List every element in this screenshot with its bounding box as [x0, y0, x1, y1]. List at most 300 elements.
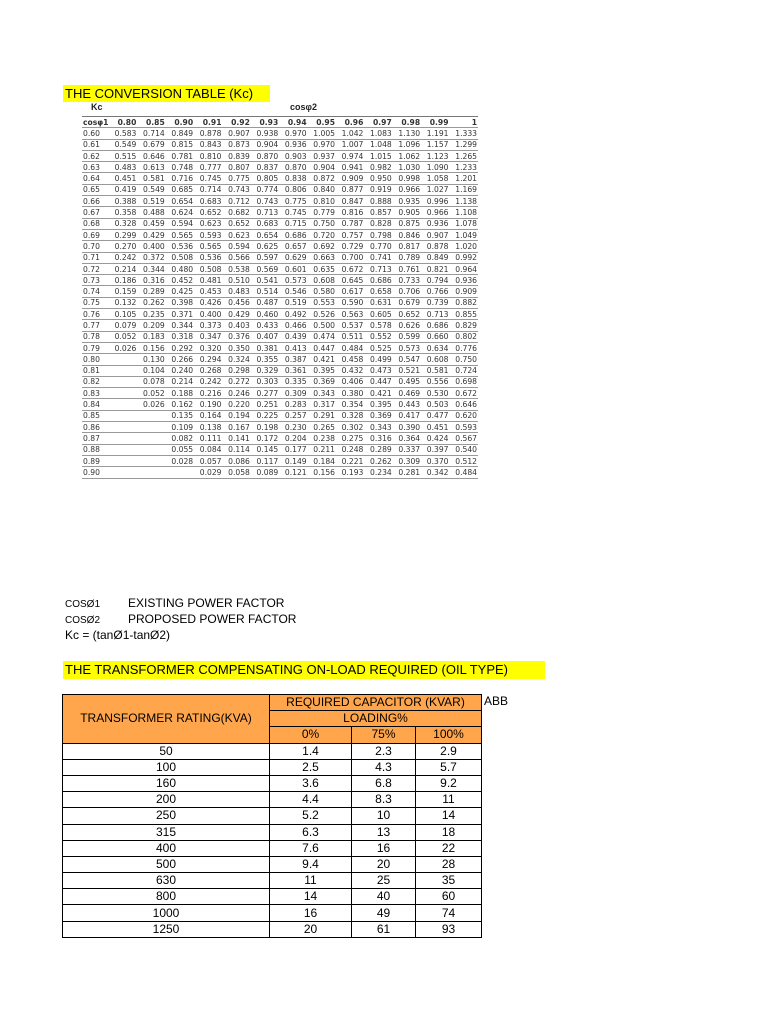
- table-cell: 0.291: [308, 410, 336, 421]
- table-row: [63, 743, 482, 759]
- table-cell: 0.745: [194, 173, 222, 184]
- table-cell: 0.733: [393, 275, 421, 286]
- table-cell: 0.608: [308, 275, 336, 286]
- table-cell: 0.594: [166, 218, 194, 229]
- kc-formula: Kc = (tanØ1-tanØ2): [65, 628, 171, 642]
- header-cos-phi1: cosφ1: [83, 117, 109, 127]
- table-cell: 0.209: [137, 320, 165, 331]
- table-cell: 0.777: [194, 162, 222, 173]
- table-cell: 0.816: [336, 207, 364, 218]
- capacitor-cell: 14: [416, 808, 482, 824]
- table-cell: 0.774: [251, 184, 279, 195]
- table-cell: 0.750: [450, 354, 479, 365]
- table-cell: 0.503: [421, 399, 449, 410]
- table-cell: 0.652: [194, 207, 222, 218]
- rating-cell: 100: [63, 759, 270, 775]
- table-cell: 0.855: [450, 309, 479, 320]
- capacitor-cell: 2.3: [352, 743, 416, 759]
- table-cell: 0.343: [308, 388, 336, 399]
- column-header: 1: [450, 117, 479, 128]
- row-label: 0.76: [82, 309, 109, 320]
- table-cell: 0.714: [137, 128, 165, 139]
- capacitor-cell: 4.3: [352, 759, 416, 775]
- table-row: [82, 365, 478, 376]
- table-row: [82, 354, 478, 365]
- table-cell: 0.712: [223, 196, 251, 207]
- table-cell: 0.761: [393, 263, 421, 274]
- table-cell: 0.590: [336, 297, 364, 308]
- table-cell: 0.846: [393, 229, 421, 240]
- table-cell: 1.030: [393, 162, 421, 173]
- column-header: 0.95: [308, 117, 336, 128]
- table-cell: 0.817: [393, 241, 421, 252]
- table-cell: 0.840: [308, 184, 336, 195]
- table-cell: 0.052: [109, 331, 137, 342]
- table-cell: 0.909: [450, 286, 479, 297]
- table-cell: 0.298: [223, 365, 251, 376]
- capacitor-cell: 11: [270, 873, 352, 889]
- table-row: [82, 342, 478, 353]
- table-cell: 0.663: [308, 252, 336, 263]
- table-row: [63, 840, 482, 856]
- table-cell: 0.481: [194, 275, 222, 286]
- table-cell: 0.242: [109, 252, 137, 263]
- table-row: [63, 775, 482, 791]
- table-cell: 0.741: [364, 252, 392, 263]
- table-row: [63, 792, 482, 808]
- table-row: [82, 399, 478, 410]
- table-cell: 0.581: [421, 365, 449, 376]
- capacitor-cell: 8.3: [352, 792, 416, 808]
- table-cell: 0.510: [223, 275, 251, 286]
- table-cell: 0.335: [279, 376, 307, 387]
- table-cell: 0.057: [194, 455, 222, 466]
- table-cell: 0.303: [251, 376, 279, 387]
- table-cell: 0.683: [194, 196, 222, 207]
- row-label: 0.87: [82, 433, 109, 444]
- table-cell: 0.406: [336, 376, 364, 387]
- table-cell: 1.333: [450, 128, 479, 139]
- row-label: 0.82: [82, 376, 109, 387]
- table-cell: 0.794: [421, 275, 449, 286]
- table-cell: 0.715: [279, 218, 307, 229]
- table-cell: 0.369: [308, 376, 336, 387]
- table-cell: 0.214: [166, 376, 194, 387]
- table-cell: 0.289: [364, 444, 392, 455]
- table-cell: 0.757: [336, 229, 364, 240]
- table-cell: 0.400: [194, 309, 222, 320]
- table-cell: [137, 455, 165, 466]
- table-cell: 0.578: [364, 320, 392, 331]
- capacitor-cell: 16: [352, 840, 416, 856]
- capacitor-cell: 1.4: [270, 743, 352, 759]
- table-row: [82, 297, 478, 308]
- table-cell: 0.713: [421, 309, 449, 320]
- table-cell: 0.645: [336, 275, 364, 286]
- table-cell: 0.843: [194, 139, 222, 150]
- table-cell: 0.373: [194, 320, 222, 331]
- table-cell: 1.027: [421, 184, 449, 195]
- table-cell: 0.251: [251, 399, 279, 410]
- table-cell: 0.870: [251, 150, 279, 161]
- table-cell: 0.484: [450, 467, 479, 478]
- table-cell: 0.484: [336, 342, 364, 353]
- table-cell: 0.141: [223, 433, 251, 444]
- table-cell: 0.421: [308, 354, 336, 365]
- transformer-table-title: THE TRANSFORMER COMPENSATING ON-LOAD REQUIRED (OIL TYPE): [63, 661, 545, 679]
- table-cell: 0.458: [336, 354, 364, 365]
- table-cell: 0.849: [421, 252, 449, 263]
- table-cell: 0.376: [223, 331, 251, 342]
- table-cell: 0.488: [137, 207, 165, 218]
- row-label: 0.63: [82, 162, 109, 173]
- table-cell: 0.268: [194, 365, 222, 376]
- table-cell: 0.309: [393, 455, 421, 466]
- table-row: [82, 162, 478, 173]
- legend-text: EXISTING POWER FACTOR: [128, 596, 285, 610]
- table-cell: 0.078: [137, 376, 165, 387]
- table-cell: 0.556: [421, 376, 449, 387]
- table-cell: 0.292: [166, 342, 194, 353]
- table-cell: 1.265: [450, 150, 479, 161]
- table-cell: 0.318: [166, 331, 194, 342]
- table-cell: 0.426: [194, 297, 222, 308]
- table-cell: 0.519: [279, 297, 307, 308]
- table-cell: 0.540: [450, 444, 479, 455]
- table-cell: 0.549: [109, 139, 137, 150]
- table-cell: 0.086: [223, 455, 251, 466]
- table-cell: 0.469: [393, 388, 421, 399]
- table-cell: 1.083: [364, 128, 392, 139]
- row-label: 0.90: [82, 467, 109, 478]
- table-cell: 0.172: [251, 433, 279, 444]
- table-cell: 0.521: [393, 365, 421, 376]
- table-cell: 0.058: [223, 467, 251, 478]
- table-cell: 0.390: [393, 422, 421, 433]
- table-cell: 0.190: [194, 399, 222, 410]
- table-cell: 0.397: [421, 444, 449, 455]
- row-label: 0.67: [82, 207, 109, 218]
- column-header: 0.80: [109, 117, 137, 128]
- table-cell: 0.082: [166, 433, 194, 444]
- table-cell: 0.605: [364, 309, 392, 320]
- table-cell: 0.328: [109, 218, 137, 229]
- table-cell: 0.225: [251, 410, 279, 421]
- table-cell: 0.316: [137, 275, 165, 286]
- capacitor-cell: 61: [352, 921, 416, 937]
- table-cell: 0.400: [137, 241, 165, 252]
- table-row: [63, 921, 482, 937]
- table-cell: 0.580: [308, 286, 336, 297]
- table-cell: 0.277: [251, 388, 279, 399]
- table-cell: 0.424: [421, 433, 449, 444]
- table-cell: 0.466: [279, 320, 307, 331]
- conversion-table-title: THE CONVERSION TABLE (Kc): [63, 85, 270, 102]
- table-cell: [137, 467, 165, 478]
- table-cell: 0.775: [279, 196, 307, 207]
- table-cell: 0.477: [421, 410, 449, 421]
- row-label: 0.80: [82, 354, 109, 365]
- table-cell: 0.188: [166, 388, 194, 399]
- conversion-header-row: [82, 117, 478, 128]
- table-cell: 0.395: [308, 365, 336, 376]
- table-cell: [109, 444, 137, 455]
- capacitor-cell: 16: [270, 905, 352, 921]
- table-cell: 0.328: [336, 410, 364, 421]
- row-label: 0.65: [82, 184, 109, 195]
- table-cell: 0.344: [137, 263, 165, 274]
- table-cell: 0.839: [223, 150, 251, 161]
- table-cell: 0.631: [364, 297, 392, 308]
- table-cell: [137, 433, 165, 444]
- table-cell: 0.679: [137, 139, 165, 150]
- table-cell: 1.015: [364, 150, 392, 161]
- table-cell: 0.302: [336, 422, 364, 433]
- table-cell: 0.159: [109, 286, 137, 297]
- table-cell: 0.706: [393, 286, 421, 297]
- conversion-table: [82, 116, 478, 479]
- table-cell: 0.371: [166, 309, 194, 320]
- table-cell: 0.459: [137, 218, 165, 229]
- capacitor-cell: 22: [416, 840, 482, 856]
- table-cell: 0.429: [137, 229, 165, 240]
- table-cell: 0.838: [279, 173, 307, 184]
- table-cell: 0.135: [166, 410, 194, 421]
- table-cell: 1.078: [450, 218, 479, 229]
- table-row: [63, 905, 482, 921]
- table-cell: 1.062: [393, 150, 421, 161]
- table-cell: 0.888: [364, 196, 392, 207]
- transformer-table: [62, 694, 482, 938]
- table-cell: 0.536: [166, 241, 194, 252]
- table-cell: 0.262: [137, 297, 165, 308]
- table-cell: 0.878: [421, 241, 449, 252]
- row-label: 0.83: [82, 388, 109, 399]
- table-cell: 0.635: [308, 263, 336, 274]
- table-cell: 0.272: [223, 376, 251, 387]
- table-cell: 0.413: [279, 342, 307, 353]
- row-label: 0.77: [82, 320, 109, 331]
- table-row: [82, 139, 478, 150]
- table-cell: 0.283: [279, 399, 307, 410]
- table-cell: 0.970: [308, 139, 336, 150]
- kc-label: Kc: [91, 102, 103, 112]
- table-row: [63, 873, 482, 889]
- rating-cell: 1000: [63, 905, 270, 921]
- table-cell: 0.358: [109, 207, 137, 218]
- table-cell: 0.262: [364, 455, 392, 466]
- capacitor-cell: 10: [352, 808, 416, 824]
- table-cell: 0.111: [194, 433, 222, 444]
- table-cell: 0.355: [251, 354, 279, 365]
- table-row: [82, 184, 478, 195]
- table-cell: 0.573: [279, 275, 307, 286]
- row-label: 0.71: [82, 252, 109, 263]
- table-cell: 0.526: [308, 309, 336, 320]
- table-cell: 0.634: [421, 342, 449, 353]
- table-cell: 0.787: [336, 218, 364, 229]
- table-cell: 0.672: [336, 263, 364, 274]
- table-cell: 0.483: [109, 162, 137, 173]
- table-cell: 0.821: [421, 263, 449, 274]
- table-cell: 0.460: [251, 309, 279, 320]
- table-cell: 0.646: [450, 399, 479, 410]
- table-cell: 0.810: [194, 150, 222, 161]
- row-label: 0.79: [82, 342, 109, 353]
- table-row: [82, 455, 478, 466]
- table-cell: 0.873: [223, 139, 251, 150]
- table-cell: 0.381: [251, 342, 279, 353]
- row-label: 0.64: [82, 173, 109, 184]
- table-cell: 0.483: [223, 286, 251, 297]
- table-cell: 0.553: [308, 297, 336, 308]
- table-cell: 0.361: [279, 365, 307, 376]
- table-cell: 0.776: [450, 342, 479, 353]
- row-label: 0.75: [82, 297, 109, 308]
- table-cell: 0.214: [109, 263, 137, 274]
- table-cell: 0.724: [450, 365, 479, 376]
- table-cell: 0.679: [393, 297, 421, 308]
- table-cell: 0.240: [166, 365, 194, 376]
- rating-cell: 50: [63, 743, 270, 759]
- table-cell: 0.492: [279, 309, 307, 320]
- table-cell: 0.992: [450, 252, 479, 263]
- table-cell: 0.538: [223, 263, 251, 274]
- capacitor-cell: 25: [352, 873, 416, 889]
- legend-existing: [65, 596, 284, 612]
- table-row: [82, 422, 478, 433]
- table-row: [82, 286, 478, 297]
- table-cell: 0.541: [251, 275, 279, 286]
- table-cell: 0.623: [194, 218, 222, 229]
- capacitor-cell: 35: [416, 873, 482, 889]
- capacitor-cell: 28: [416, 856, 482, 872]
- table-cell: 0.583: [109, 128, 137, 139]
- table-cell: 0.495: [393, 376, 421, 387]
- table-cell: 0.937: [308, 150, 336, 161]
- table-row: [82, 467, 478, 478]
- table-cell: 0.380: [336, 388, 364, 399]
- table-cell: 0.452: [166, 275, 194, 286]
- table-cell: 0.779: [308, 207, 336, 218]
- table-cell: 0.597: [251, 252, 279, 263]
- table-cell: 0.672: [450, 388, 479, 399]
- table-cell: 0.546: [279, 286, 307, 297]
- table-cell: 0.372: [137, 252, 165, 263]
- legend-symbol: COSØ2: [65, 615, 101, 626]
- table-cell: 0.230: [279, 422, 307, 433]
- table-cell: 0.238: [308, 433, 336, 444]
- row-label: 0.66: [82, 196, 109, 207]
- row-label: 0.86: [82, 422, 109, 433]
- table-cell: [137, 422, 165, 433]
- table-row: [63, 808, 482, 824]
- row-label: 0.78: [82, 331, 109, 342]
- table-cell: 0.716: [166, 173, 194, 184]
- table-cell: 0.905: [393, 207, 421, 218]
- table-cell: 1.157: [421, 139, 449, 150]
- loading-level: 0%: [270, 727, 352, 743]
- table-cell: 0.204: [279, 433, 307, 444]
- table-cell: 0.246: [223, 388, 251, 399]
- table-row: [82, 229, 478, 240]
- table-cell: 0.079: [109, 320, 137, 331]
- table-cell: 0.970: [279, 128, 307, 139]
- table-cell: 0.982: [364, 162, 392, 173]
- table-cell: 0.815: [166, 139, 194, 150]
- table-cell: 0.581: [137, 173, 165, 184]
- column-header: 0.99: [421, 117, 449, 128]
- table-cell: 0.941: [336, 162, 364, 173]
- table-cell: 0.998: [393, 173, 421, 184]
- table-cell: 0.511: [336, 331, 364, 342]
- table-cell: 0.220: [223, 399, 251, 410]
- table-cell: 0.198: [251, 422, 279, 433]
- table-cell: 0.519: [137, 196, 165, 207]
- rating-cell: 315: [63, 824, 270, 840]
- table-cell: 0.473: [364, 365, 392, 376]
- table-cell: 0.530: [421, 388, 449, 399]
- table-cell: 0.660: [421, 331, 449, 342]
- table-cell: 0.593: [450, 422, 479, 433]
- table-row: [63, 759, 482, 775]
- table-cell: [137, 410, 165, 421]
- row-label: 0.85: [82, 410, 109, 421]
- table-cell: 0.692: [308, 241, 336, 252]
- table-cell: 0.281: [393, 467, 421, 478]
- table-cell: [109, 354, 137, 365]
- table-cell: [109, 455, 137, 466]
- table-cell: 0.235: [137, 309, 165, 320]
- table-row: [82, 320, 478, 331]
- table-cell: 0.508: [166, 252, 194, 263]
- capacitor-cell: 3.6: [270, 775, 352, 791]
- table-cell: 0.342: [421, 467, 449, 478]
- row-label: 0.73: [82, 275, 109, 286]
- table-cell: 0.870: [279, 162, 307, 173]
- table-cell: 0.193: [336, 467, 364, 478]
- capacitor-cell: 40: [352, 889, 416, 905]
- table-cell: 0.453: [194, 286, 222, 297]
- table-cell: 0.849: [166, 128, 194, 139]
- table-cell: 1.123: [421, 150, 449, 161]
- table-cell: 0.770: [364, 241, 392, 252]
- table-cell: 0.996: [421, 196, 449, 207]
- table-cell: 0.194: [223, 410, 251, 421]
- capacitor-cell: 11: [416, 792, 482, 808]
- table-cell: 0.857: [364, 207, 392, 218]
- table-cell: 0.936: [450, 275, 479, 286]
- table-cell: 0.270: [109, 241, 137, 252]
- table-cell: 0.537: [336, 320, 364, 331]
- table-cell: 0.549: [137, 184, 165, 195]
- table-cell: 0.919: [364, 184, 392, 195]
- loading-level: 100%: [416, 727, 482, 743]
- rating-cell: 250: [63, 808, 270, 824]
- table-cell: 0.847: [336, 196, 364, 207]
- table-cell: 0.903: [279, 150, 307, 161]
- table-cell: 0.425: [166, 286, 194, 297]
- table-cell: 0.216: [194, 388, 222, 399]
- table-cell: 0.055: [166, 444, 194, 455]
- table-row: [82, 196, 478, 207]
- table-cell: 0.275: [336, 433, 364, 444]
- table-cell: 0.234: [364, 467, 392, 478]
- table-cell: 0.936: [279, 139, 307, 150]
- table-cell: 0.344: [166, 320, 194, 331]
- table-cell: 0.654: [251, 229, 279, 240]
- table-cell: [109, 422, 137, 433]
